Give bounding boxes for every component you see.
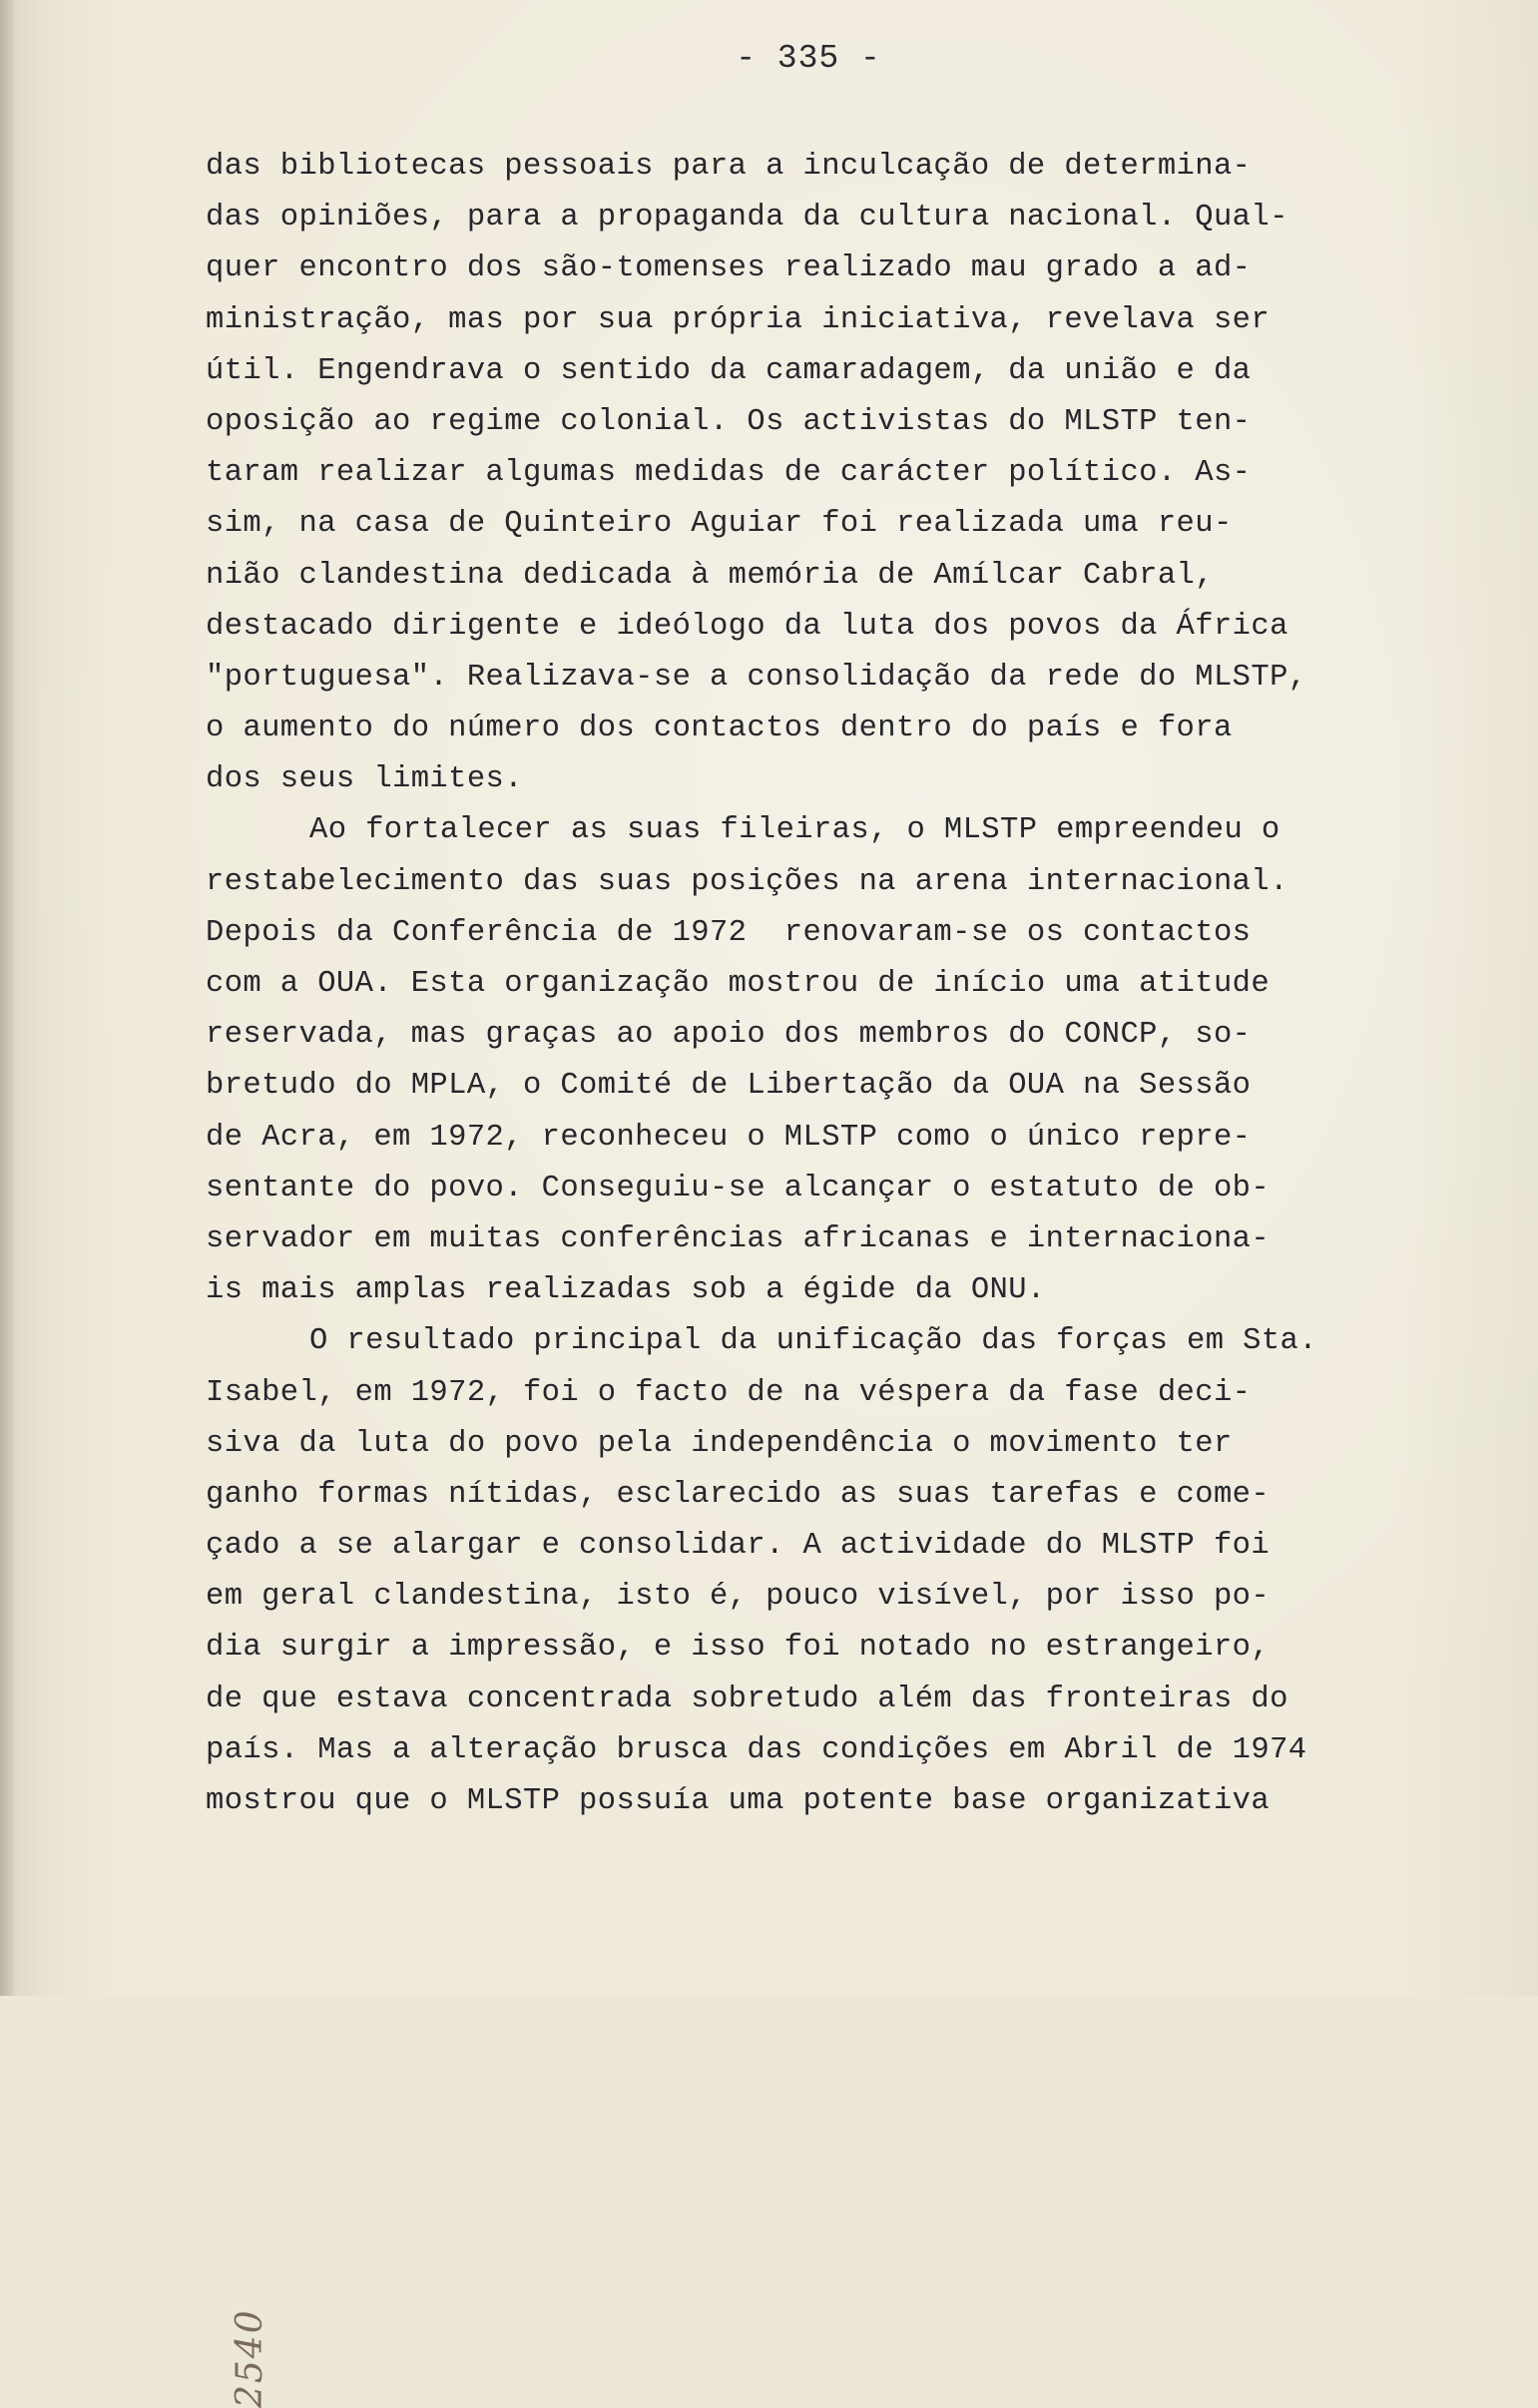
- text-line: taram realizar algumas medidas de carácter político. As-: [206, 456, 1252, 491]
- page-number: - 335 -: [736, 40, 881, 77]
- body-text: [206, 142, 1503, 1827]
- text-line: quer encontro dos são-tomenses realizado mau grado a ad-: [206, 251, 1252, 286]
- handwritten-margin-note: 2540: [230, 2308, 270, 2408]
- text-line: reservada, mas graças ao apoio dos membros do CONCP, so-: [206, 1018, 1252, 1053]
- text-line: "portuguesa". Realizava-se a consolidação da rede do MLSTP,: [206, 660, 1307, 695]
- text-line: O resultado principal da unificação das forças em Sta.: [309, 1324, 1317, 1359]
- text-line: útil. Engendrava o sentido da camaradagem, da união e da: [206, 353, 1252, 388]
- text-line: siva da luta do povo pela independência o movimento ter: [206, 1426, 1233, 1461]
- text-line: is mais amplas realizadas sob a égide da ONU.: [206, 1273, 1046, 1308]
- text-line: destacado dirigente e ideólogo da luta dos povos da África: [206, 609, 1288, 644]
- text-line: sentante do povo. Conseguiu-se alcançar o estatuto de ob-: [206, 1171, 1271, 1205]
- text-line: bretudo do MPLA, o Comité de Libertação da OUA na Sessão: [206, 1069, 1252, 1104]
- page-binding-edge: [0, 0, 14, 1996]
- text-line: de Acra, em 1972, reconheceu o MLSTP como o único repre-: [206, 1120, 1252, 1155]
- text-line: sim, na casa de Quinteiro Aguiar foi realizada uma reu-: [206, 507, 1233, 542]
- text-line: nião clandestina dedicada à memória de Amílcar Cabral,: [206, 558, 1214, 593]
- text-line: servador em muitas conferências africanas e internaciona-: [206, 1221, 1271, 1256]
- text-line: o aumento do número dos contactos dentro do país e fora: [206, 712, 1233, 746]
- margin-annotation-wrap: [118, 1242, 270, 2408]
- text-line: dia surgir a impressão, e isso foi notado no estrangeiro,: [206, 1631, 1271, 1666]
- text-line: dos seus limites.: [206, 762, 523, 797]
- text-line: das opiniões, para a propaganda da cultura nacional. Qual-: [206, 201, 1288, 236]
- text-line: em geral clandestina, isto é, pouco visível, por isso po-: [206, 1580, 1271, 1615]
- text-line: oposição ao regime colonial. Os activistas do MLSTP ten-: [206, 404, 1252, 439]
- text-line: ministração, mas por sua própria iniciativa, revelava ser: [206, 302, 1271, 337]
- text-line: de que estava concentrada sobretudo além das fronteiras do: [206, 1682, 1288, 1716]
- text-line: Depois da Conferência de 1972 renovaram-se os contactos: [206, 915, 1252, 950]
- text-line: Isabel, em 1972, foi o facto de na véspera da fase deci-: [206, 1375, 1252, 1410]
- text-line: Ao fortalecer as suas fileiras, o MLSTP empreendeu o: [309, 813, 1281, 848]
- text-line: ganho formas nítidas, esclarecido as suas tarefas e come-: [206, 1477, 1271, 1512]
- text-line: com a OUA. Esta organização mostrou de início uma atitude: [206, 967, 1271, 1001]
- text-line: çado a se alargar e consolidar. A actividade do MLSTP foi: [206, 1529, 1271, 1564]
- text-line: mostrou que o MLSTP possuía uma potente base organizativa: [206, 1784, 1271, 1818]
- text-line: restabelecimento das suas posições na arena internacional.: [206, 864, 1288, 899]
- text-line: das bibliotecas pessoais para a inculcação de determina-: [206, 150, 1252, 184]
- text-line: país. Mas a alteração brusca das condições em Abril de 1974: [206, 1732, 1307, 1767]
